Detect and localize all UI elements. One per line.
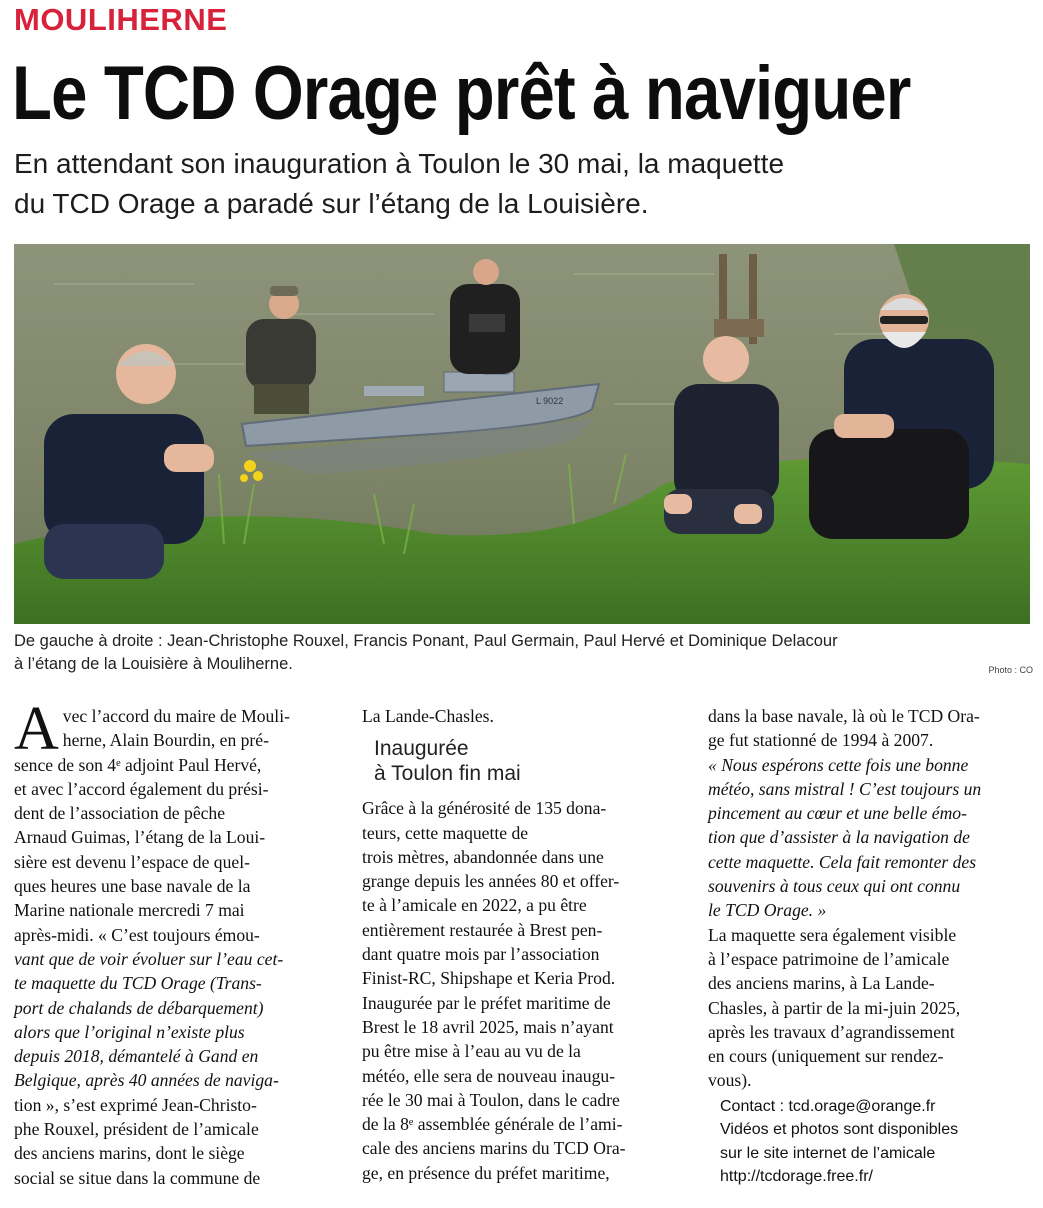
- contact-email[interactable]: Contact : tcd.orage@orange.fr: [720, 1097, 936, 1115]
- standfirst-line: du TCD Orage a paradé sur l’étang de la Louisière.: [14, 188, 649, 219]
- quote-line: te maquette du TCD Orage (Trans-: [14, 973, 262, 994]
- body-line: cale des anciens marins du TCD Ora-: [362, 1138, 626, 1159]
- quote-line: pincement au cœur et une belle émo-: [708, 803, 967, 824]
- body-line: vous).: [708, 1070, 752, 1091]
- caption-line: De gauche à droite : Jean-Christophe Rouxel, Francis Ponant, Paul Germain, Paul Hervé et Dominique Delacour: [14, 632, 838, 650]
- body-line: ques heures une base navale de la: [14, 876, 251, 897]
- quote-line: port de chalands de débarquement): [14, 997, 264, 1018]
- quote-line: météo, sans mistral ! C’est toujours un: [708, 778, 982, 799]
- website-link[interactable]: http://tcdorage.free.fr/: [720, 1168, 873, 1186]
- quote-line: souvenirs à tous ceux qui ont connu: [708, 876, 961, 897]
- subhead-line: Inaugurée: [374, 737, 469, 761]
- body-line: phe Rouxel, président de l’amicale: [14, 1119, 259, 1140]
- body-line: Arnaud Guimas, l’étang de la Loui-: [14, 827, 266, 848]
- body-line: dans la base navale, là où le TCD Ora-: [708, 706, 980, 726]
- body-line: Grâce à la générosité de 135 dona-: [362, 798, 607, 819]
- quote-line: cette maquette. Cela fait remonter des: [708, 851, 977, 872]
- body-line: Brest le 18 avril 2025, mais n’ayant: [362, 1016, 614, 1037]
- article-column-3: [708, 704, 1034, 1189]
- quote-line: vant que de voir évoluer sur l’eau cet-: [14, 948, 284, 969]
- quote-line: le TCD Orage. »: [708, 900, 827, 921]
- body-line: après-midi. « C’est toujours émou-: [14, 924, 260, 945]
- body-line: tion », s’est exprimé Jean-Christo-: [14, 1094, 257, 1115]
- body-line: La Lande-Chasles.: [362, 706, 494, 726]
- contact-line: Vidéos et photos sont disponibles: [720, 1121, 959, 1139]
- body-line: en cours (uniquement sur rendez-: [708, 1046, 944, 1067]
- body-line: des anciens marins, à La Lande-: [708, 973, 935, 994]
- body-line: ge fut stationné de 1994 à 2007.: [708, 730, 934, 751]
- photo-credit: Photo : CO: [988, 665, 1033, 675]
- contact-box: [720, 1095, 1034, 1189]
- caption-line: à l’étang de la Louisière à Mouliherne.: [14, 655, 293, 673]
- body-line: de la 8ᵉ assemblée générale de l’ami-: [362, 1114, 623, 1135]
- quote-line: « Nous espérons cette fois une bonne: [708, 754, 969, 775]
- body-line: social se situe dans la commune de: [14, 1167, 261, 1188]
- body-line: à l’espace patrimoine de l’amicale: [708, 948, 950, 969]
- body-line: pu être mise à l’eau au vu de la: [362, 1041, 581, 1062]
- body-line: Chasles, à partir de la mi-juin 2025,: [708, 997, 961, 1018]
- ship-marking: L 9022: [536, 396, 564, 406]
- body-line: trois mètres, abandonnée dans une: [362, 846, 604, 867]
- body-line: sence de son 4ᵉ adjoint Paul Hervé,: [14, 754, 262, 775]
- article-column-1: [14, 695, 336, 1190]
- quote-line: tion que d’assister à la navigation de: [708, 827, 970, 848]
- body-line: sière est devenu l’espace de quel-: [14, 851, 250, 872]
- quote-line: Belgique, après 40 années de naviga-: [14, 1070, 279, 1091]
- body-line: herne, Alain Bourdin, en pré-: [62, 730, 269, 751]
- standfirst-line: En attendant son inauguration à Toulon le 30 mai, la maquette: [14, 148, 785, 179]
- section-subhead: [374, 736, 684, 786]
- photo-caption: [14, 630, 1034, 676]
- quote-line: depuis 2018, démantelé à Gand en: [14, 1046, 259, 1067]
- body-line: vec l’accord du maire de Mouli-: [62, 706, 290, 726]
- contact-line: sur le site internet de l’amicale: [720, 1144, 936, 1162]
- body-line: teurs, cette maquette de: [362, 822, 529, 843]
- article-photo: [14, 244, 1030, 624]
- body-line: Finist-RC, Shipshape et Keria Prod.: [362, 968, 616, 989]
- section-kicker: MOULIHERNE: [14, 2, 228, 37]
- body-line: Inaugurée par le préfet maritime de: [362, 992, 611, 1013]
- body-line: te à l’amicale en 2022, a pu être: [362, 895, 587, 916]
- subhead-line: à Toulon fin mai: [374, 762, 521, 786]
- body-line: météo, elle sera de nouveau inaugu-: [362, 1065, 616, 1086]
- photo-illustration: [14, 244, 1030, 624]
- body-line: après les travaux d’agrandissement: [708, 1021, 955, 1042]
- body-line: La maquette sera également visible: [708, 924, 957, 945]
- body-line: ge, en présence du préfet maritime,: [362, 1162, 610, 1183]
- drop-cap: A: [14, 695, 59, 763]
- body-line: Marine nationale mercredi 7 mai: [14, 900, 245, 921]
- body-line: dant quatre mois par l’association: [362, 944, 600, 965]
- article-column-2: [362, 704, 684, 1185]
- quote-line: alors que l’original n’existe plus: [14, 1021, 245, 1042]
- body-line: rée le 30 mai à Toulon, dans le cadre: [362, 1089, 620, 1110]
- body-line: des anciens marins, dont le siège: [14, 1143, 245, 1164]
- article-headline: Le TCD Orage prêt à naviguer: [12, 51, 911, 136]
- body-line: et avec l’accord également du prési-: [14, 778, 269, 799]
- body-line: grange depuis les années 80 et offer-: [362, 871, 620, 892]
- body-line: dent de l’association de pêche: [14, 803, 226, 824]
- article-standfirst: [14, 144, 1014, 224]
- body-line: entièrement restaurée à Brest pen-: [362, 919, 603, 940]
